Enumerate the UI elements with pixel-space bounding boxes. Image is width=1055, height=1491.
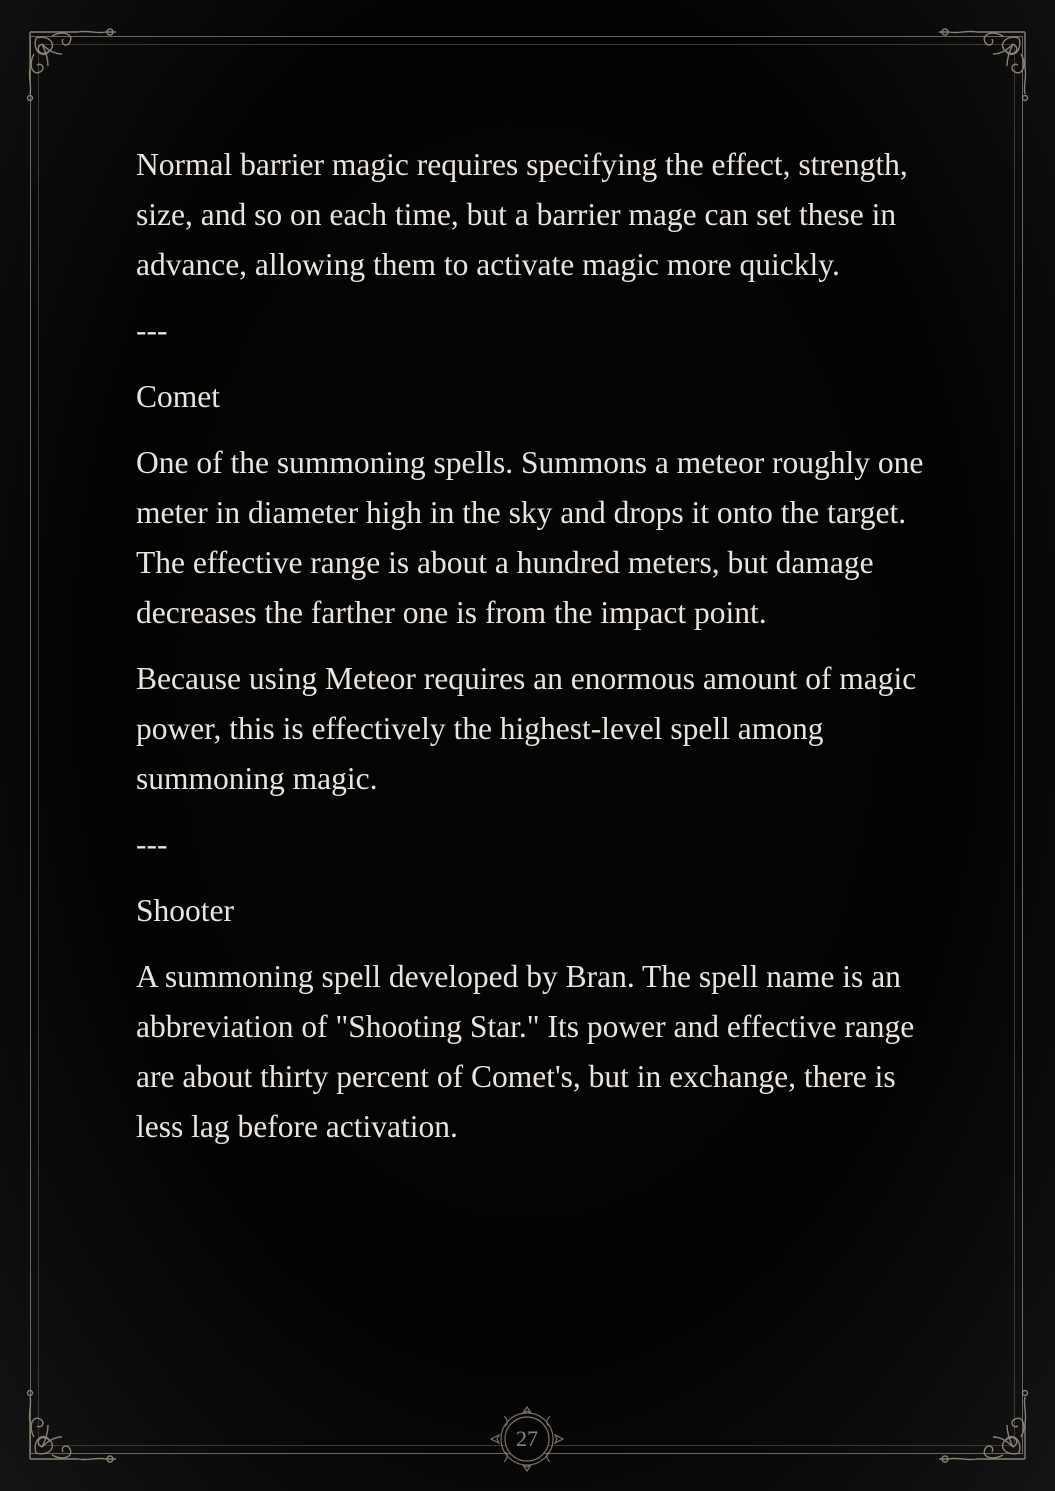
section-heading: Comet <box>136 379 220 414</box>
paragraph: Because using Meteor requires an enormous amount of magic power, this is effectively the highest-level spell among summoning magic. <box>136 661 917 796</box>
corner-flourish-icon <box>933 24 1033 104</box>
corner-flourish-icon <box>22 1387 122 1467</box>
paragraph: One of the summoning spells. Summons a meteor roughly one meter in diameter high in the sky and drops it onto the target. The effective range is about a hundred meters, but damage decreases the farther one is from the impact point. <box>136 445 924 630</box>
page-number-medallion <box>486 1402 568 1476</box>
page-number: 27 <box>516 1426 538 1451</box>
page-body-text <box>136 140 936 1168</box>
corner-flourish-icon <box>933 1387 1033 1467</box>
paragraph: A summoning spell developed by Bran. The spell name is an abbreviation of "Shooting Star." Its power and effective range are about thirty percent of Comet's, but in exchange, there is less lag before activation. <box>136 959 915 1144</box>
section-heading: Shooter <box>136 893 234 928</box>
corner-flourish-icon <box>22 24 122 104</box>
section-separator: --- <box>136 827 168 862</box>
section-separator: --- <box>136 313 168 348</box>
paragraph: Normal barrier magic requires specifying the effect, strength, size, and so on each time, but a barrier mage can set these in advance, allowing them to activate magic more quickly. <box>136 147 908 282</box>
